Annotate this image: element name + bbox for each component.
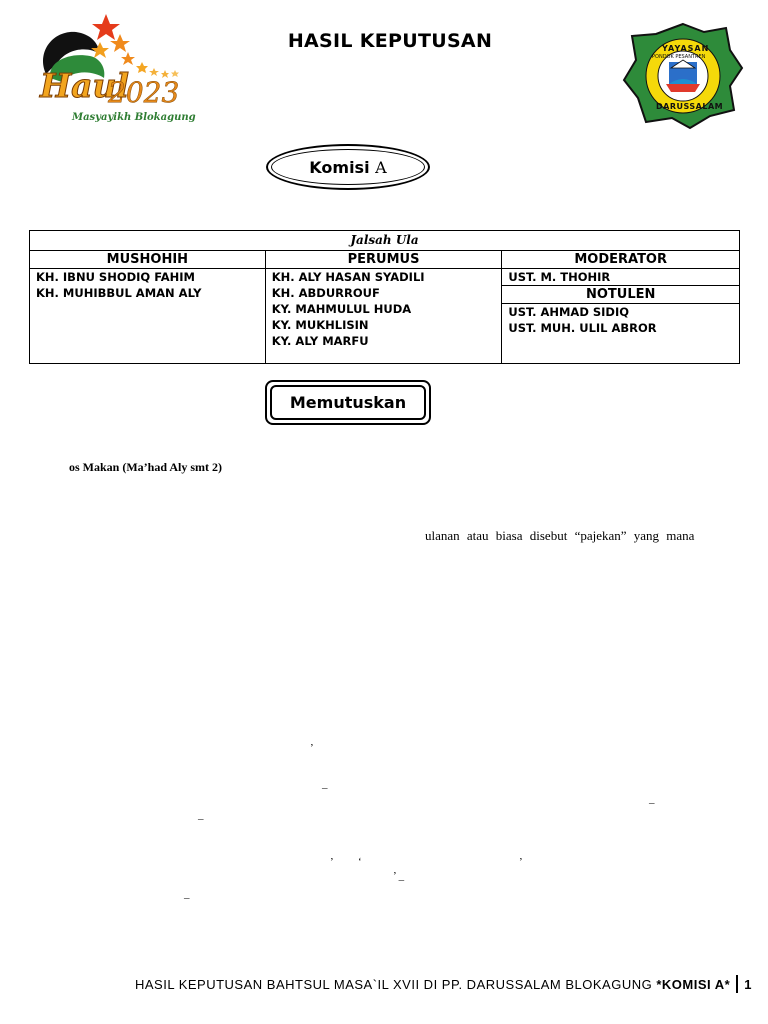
- page-number: 1: [744, 977, 752, 992]
- list-item: KY. MAHMULUL HUDA: [271, 302, 412, 316]
- page-footer: [135, 975, 752, 993]
- mushohih-list: [30, 269, 266, 364]
- text-fragment: _: [184, 888, 190, 900]
- list-item: KH. IBNU SHODIQ FAHIM: [36, 270, 195, 284]
- description-line: ulanan atau biasa disebut “pajekan” yang mana: [425, 528, 695, 543]
- darussalam-emblem: [622, 22, 744, 130]
- list-item: KH. ABDURROUF: [271, 286, 380, 300]
- komisi-label: Komisi A: [309, 157, 387, 177]
- text-fragment: ’ _: [393, 870, 405, 882]
- session-title: Jalsah Ula: [30, 231, 740, 251]
- list-item: KH. MUHIBBUL AMAN ALY: [36, 286, 202, 300]
- memutuskan-heading: [265, 380, 431, 425]
- footer-divider: [736, 975, 738, 993]
- logo-bottom-text: DARUSSALAM: [656, 102, 724, 111]
- darussalam-logo: [622, 22, 744, 130]
- logo-top-text: YAYASAN: [662, 44, 710, 53]
- notulen-header: NOTULEN: [502, 286, 740, 304]
- topic-line: os Makan (Ma’had Aly smt 2): [69, 460, 223, 474]
- list-item: KY. MUKHLISIN: [271, 318, 369, 332]
- logo-sub-text: PONDOK PESANTREN: [652, 54, 706, 60]
- moderator-list: [502, 269, 740, 286]
- perumus-list: [265, 269, 502, 364]
- moderator-header: MODERATOR: [502, 251, 740, 269]
- text-fragment: _: [198, 809, 204, 821]
- list-item: UST. M. THOHIR: [508, 270, 611, 284]
- haul-logo-year: 2023: [108, 76, 180, 109]
- mushohih-header: MUSHOHIH: [30, 251, 266, 269]
- text-fragment: ‘: [358, 856, 362, 868]
- haul-logo-subtitle: Masyayikh Blokagung: [72, 112, 196, 123]
- text-fragment: _: [649, 793, 655, 805]
- notulen-list: [502, 304, 740, 364]
- footer-text: HASIL KEPUTUSAN BAHTSUL MASA`IL XVII DI PP. DARUSSALAM BLOKAGUNG: [135, 977, 657, 992]
- text-fragment: _: [322, 778, 328, 790]
- list-item: KH. ALY HASAN SYADILI: [271, 270, 425, 284]
- list-item: UST. AHMAD SIDIQ: [508, 305, 630, 320]
- footer-komisi: *KOMISI A*: [656, 977, 731, 992]
- text-fragment: ’: [330, 856, 334, 868]
- list-item: KY. ALY MARFU: [271, 334, 369, 348]
- komisi-badge: [266, 144, 430, 190]
- haul-logo-text: Haul: [40, 66, 130, 105]
- perumus-header: PERUMUS: [265, 251, 502, 269]
- list-item: UST. MUH. ULIL ABROR: [508, 321, 657, 336]
- memutuskan-label: Memutuskan: [289, 393, 407, 412]
- text-fragment: ’: [310, 742, 314, 754]
- session-table: [29, 230, 740, 364]
- page-title: HASIL KEPUTUSAN: [287, 30, 493, 52]
- text-fragment: ’: [519, 856, 523, 868]
